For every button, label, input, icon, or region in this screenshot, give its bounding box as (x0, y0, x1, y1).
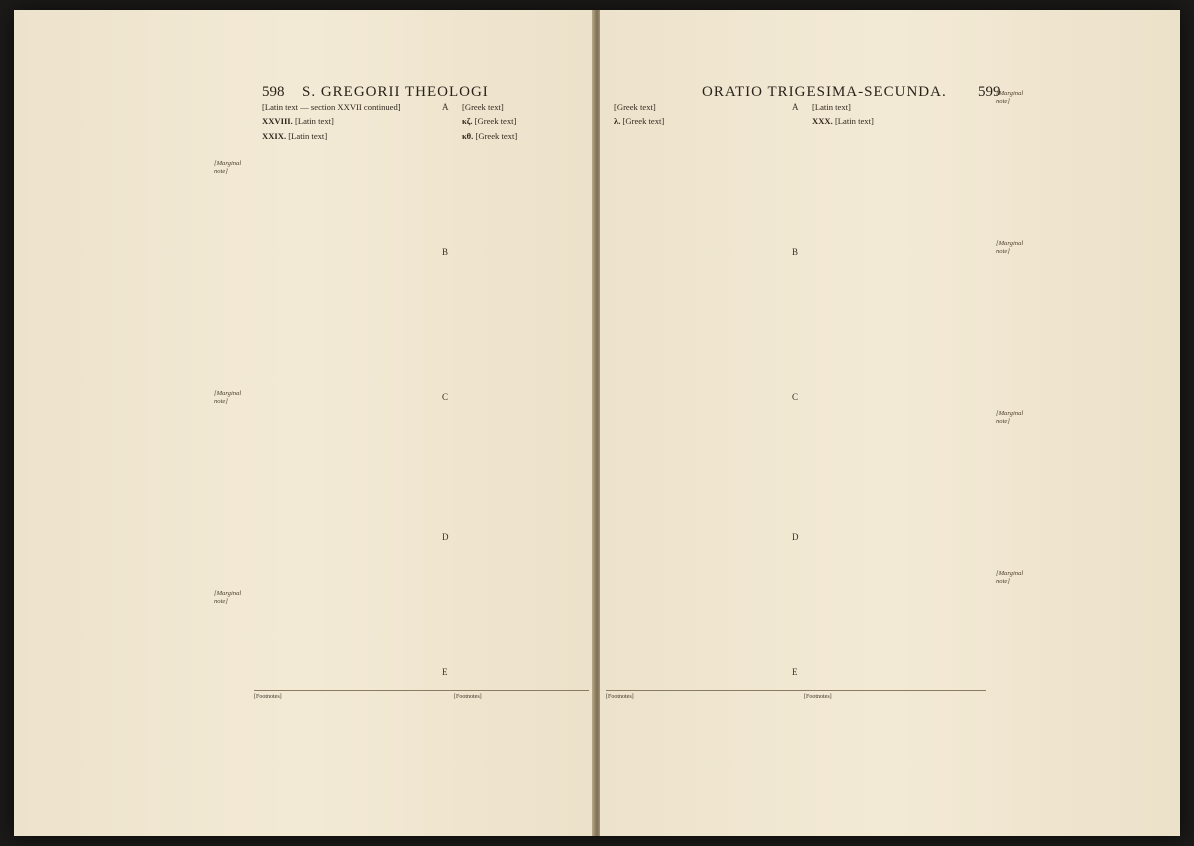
right-page-number: 599 (978, 84, 1001, 100)
left-latin-footnotes: [Footnotes] (254, 694, 282, 700)
greek-paragraph: [Greek text] (614, 102, 656, 112)
footnote-rule (606, 690, 986, 691)
right-latin-footnotes: [Footnotes] (804, 694, 832, 700)
latin-paragraph: XXVIII. [Latin text] (262, 116, 334, 127)
right-greek-footnotes: [Footnotes] (606, 694, 634, 700)
column-letter: B (792, 247, 799, 257)
left-margin-note-2: [Marginal note] (214, 390, 242, 405)
right-greek-column (606, 102, 788, 131)
section-number: XXIX. (262, 130, 287, 141)
latin-paragraph: [Latin text — section XXVII continued] (262, 102, 401, 112)
left-greek-column (454, 102, 589, 145)
latin-paragraph: [Latin text] (812, 102, 851, 112)
column-letter: A (792, 102, 799, 112)
column-letter: D (792, 532, 799, 542)
column-letter: E (442, 667, 448, 677)
greek-paragraph: κζ. [Greek text] (462, 116, 517, 127)
column-letter: D (442, 532, 449, 542)
right-margin-note-4: [Marginal note] (996, 570, 1024, 585)
greek-paragraph: [Greek text] (462, 102, 504, 112)
left-latin-column (254, 102, 436, 145)
section-number: κθ. (462, 130, 474, 141)
right-margin-note-1: [Marginal note] (996, 90, 1024, 105)
right-running-head: ORATIO TRIGESIMA-SECUNDA. (702, 84, 947, 100)
column-letter: E (792, 667, 798, 677)
latin-paragraph: XXX. [Latin text] (812, 116, 874, 127)
right-page (600, 10, 1180, 836)
latin-paragraph: XXIX. [Latin text] (262, 130, 328, 141)
section-number: XXVIII. (262, 116, 293, 127)
left-margin-note-1: [Marginal note] (214, 160, 242, 175)
greek-paragraph: λ. [Greek text] (614, 116, 665, 127)
greek-paragraph: κθ. [Greek text] (462, 130, 518, 141)
section-number: κζ. (462, 116, 473, 127)
section-number: λ. (614, 116, 621, 127)
left-greek-footnotes: [Footnotes] (454, 694, 482, 700)
footnote-rule (254, 690, 589, 691)
column-letter: B (442, 247, 449, 257)
column-letter: C (792, 392, 799, 402)
column-letter: A (442, 102, 449, 112)
section-number: XXX. (812, 116, 833, 127)
left-page (14, 10, 594, 836)
left-page-number: 598 (262, 84, 285, 100)
book-spread (14, 10, 1180, 836)
left-running-head: S. GREGORII THEOLOGI (302, 84, 489, 100)
right-latin-column (804, 102, 986, 131)
right-margin-note-3: [Marginal note] (996, 410, 1024, 425)
right-margin-note-2: [Marginal note] (996, 240, 1024, 255)
left-margin-note-3: [Marginal note] (214, 590, 242, 605)
column-letter: C (442, 392, 449, 402)
